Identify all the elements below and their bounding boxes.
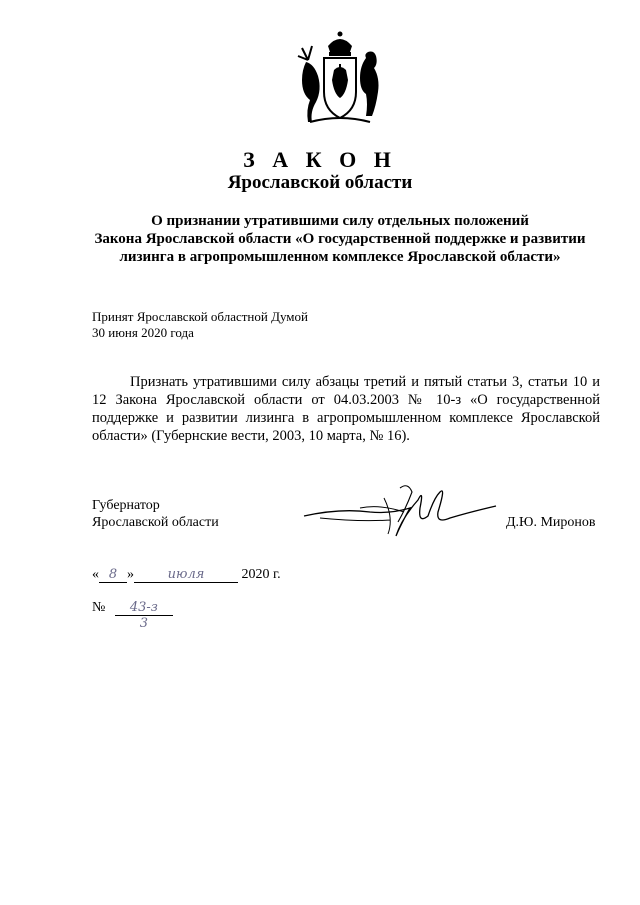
signing-date — [92, 567, 281, 583]
date-day: 8 — [99, 567, 127, 583]
coat-of-arms-icon — [290, 30, 390, 130]
signatory-name: Д.Ю. Миронов — [506, 515, 596, 530]
signature-icon — [300, 478, 500, 540]
date-open-quote: « — [92, 567, 99, 582]
subject-line-1: О признании утратившими силу отдельных положений — [151, 213, 529, 229]
subject-line-3: лизинга в агропромышленном комплексе Ярославской области» — [119, 249, 561, 265]
region-heading: Ярославской области — [227, 172, 413, 193]
governor-title — [92, 497, 219, 531]
adoption-note — [92, 309, 308, 341]
law-body-paragraph: Признать утратившими силу абзацы третий и пятый статьи 3, статьи 10 и 12 Закона Ярославской области от 04.03.2003 № 10-з «О государственной поддержке и развитии лизинга в агропромышленном комплексе Ярославской области» (Губернские вести, 2003, 10 марта, № 16). — [92, 374, 600, 444]
adopted-by: Принят Ярославской областной Думой — [92, 309, 308, 324]
subject-line-2: Закона Ярославской области «О государственной поддержке и развитии — [94, 231, 586, 247]
governor-title-line2: Ярославской области — [92, 515, 219, 530]
date-close-quote: » — [127, 567, 134, 582]
number-fraction — [115, 600, 173, 631]
number-prefix: № — [92, 600, 106, 615]
date-year: 2020 г. — [241, 567, 281, 582]
date-month: июля — [134, 567, 238, 583]
number-bottom: 3 — [139, 616, 148, 631]
law-number — [92, 600, 173, 631]
law-heading: З А К О Н — [243, 147, 397, 172]
number-top: 43-з — [115, 600, 173, 616]
governor-title-line1: Губернатор — [92, 498, 160, 513]
adopted-date: 30 июня 2020 года — [92, 325, 194, 340]
